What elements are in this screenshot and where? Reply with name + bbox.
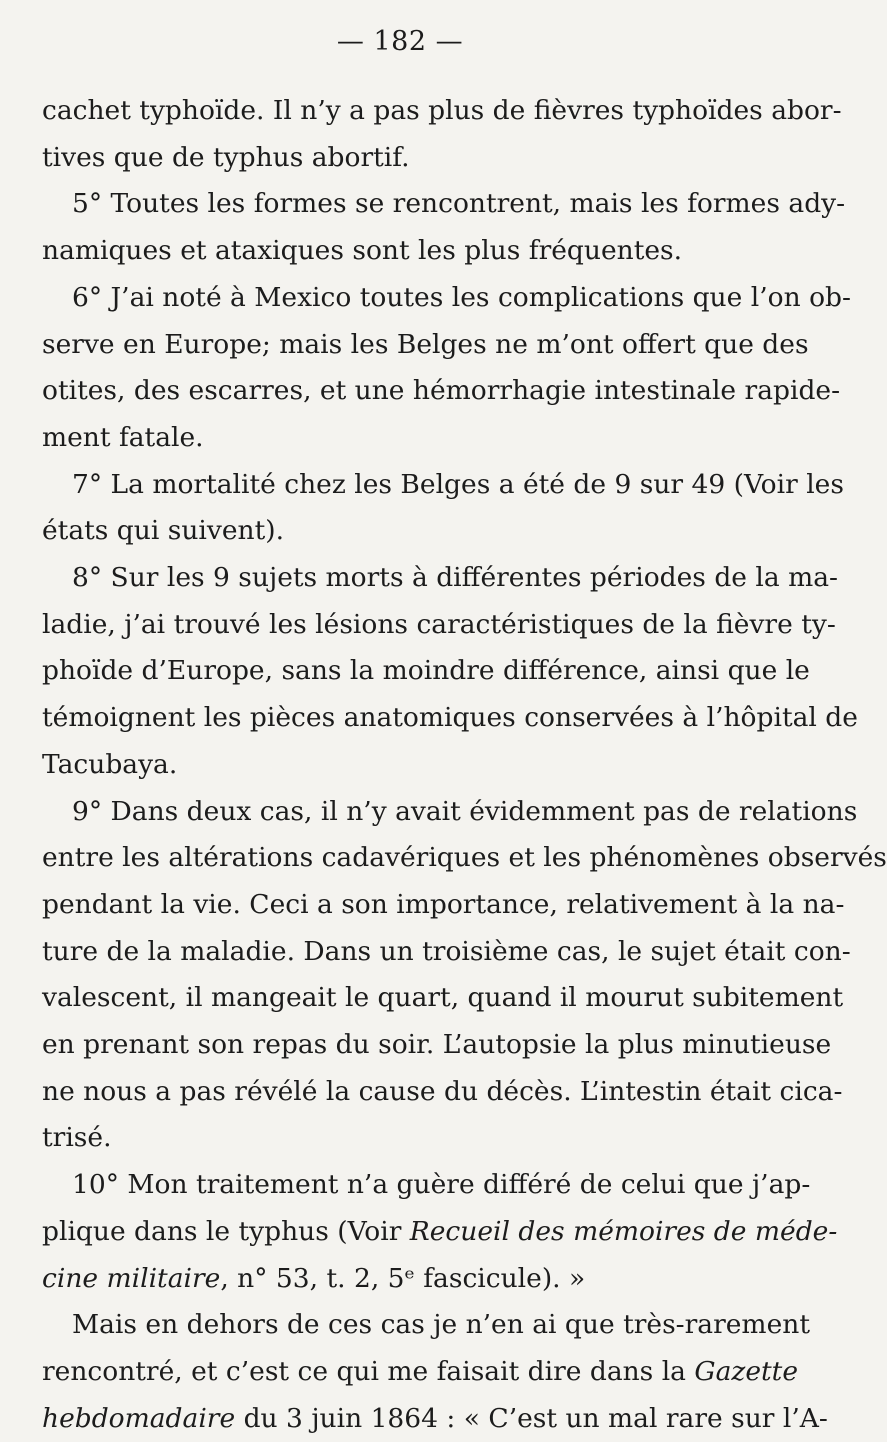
text-line: en prenant son repas du soir. L’autopsie la plus minutieuse: [42, 1029, 832, 1060]
text-line: 8° Sur les 9 sujets morts à différentes périodes de la ma-: [72, 562, 838, 593]
text-line: otites, des escarres, et une hémorrhagie intestinale rapide-: [42, 375, 841, 407]
text-line: ture de la maladie. Dans un troisième cas, le sujet était con-: [42, 935, 851, 967]
text-line: tives que de typhus abortif.: [42, 141, 410, 173]
text-line: serve en Europe; mais les Belges ne m’ont offert que des: [42, 328, 809, 360]
text-line: entre les altérations cadavériques et les phénomènes observés: [42, 842, 887, 874]
text-line: 6° J’ai noté à Mexico toutes les complications que l’on ob-: [72, 281, 851, 313]
text-line: phoïde d’Europe, sans la moindre différence, ainsi que le: [42, 655, 810, 687]
text-segment: rencontré, et c’est ce qui me faisait dire dans la: [42, 1355, 695, 1387]
text-line: 5° Toutes les formes se rencontrent, mais les formes ady-: [72, 188, 846, 220]
text-line: [42, 1209, 838, 1255]
page-number: — 182 —: [336, 26, 464, 57]
italic-text: cine militaire: [42, 1262, 221, 1294]
text-line: pendant la vie. Ceci a son importance, relativement à la na-: [42, 888, 845, 920]
text-line: 7° La mortalité chez les Belges a été de 9 sur 49 (Voir les: [72, 468, 844, 500]
text-line: Tacubaya.: [42, 748, 178, 780]
italic-text: Gazette: [694, 1355, 799, 1387]
text-line: valescent, il mangeait le quart, quand il mourut subitement: [42, 982, 844, 1014]
text-line: [72, 1302, 810, 1348]
italic-text: hebdomadaire: [42, 1402, 236, 1434]
text-line: ladie, j’ai trouvé les lésions caractéristiques de la fièvre ty-: [42, 608, 836, 640]
text-segment: plique dans le typhus (Voir: [42, 1215, 410, 1247]
text-line: [42, 1349, 799, 1395]
text-line: trisé.: [42, 1122, 112, 1154]
text-segment: du 3 juin 1864 : « C’est un mal rare sur l’A-: [235, 1402, 828, 1434]
text-line: namiques et ataxiques sont les plus fréquentes.: [42, 235, 683, 267]
text-line: ne nous a pas révélé la cause du décès. L’intestin était cica-: [42, 1075, 843, 1107]
text-line: témoignent les pièces anatomiques conservées à l’hôpital de: [42, 702, 858, 734]
text-line: [42, 1396, 828, 1442]
text-segment: Mais en dehors de ces cas je n’en ai que très-rarement: [72, 1309, 810, 1341]
text-line: 9° Dans deux cas, il n’y avait évidemment pas de relations: [72, 795, 858, 827]
text-line: cachet typhoïde. Il n’y a pas plus de fièvres typhoïdes abor-: [42, 95, 842, 126]
text-line: [42, 1256, 758, 1302]
italic-text: Recueil des mémoires de méde-: [409, 1215, 838, 1247]
text-segment: , n° 53, t. 2, 5ᵉ fascicule). »: [220, 1262, 586, 1294]
text-line: ment fatale.: [42, 421, 204, 453]
text-line: 10° Mon traitement n’a guère différé de celui que j’ap-: [72, 1169, 811, 1201]
text-line: états qui suivent).: [42, 515, 285, 547]
